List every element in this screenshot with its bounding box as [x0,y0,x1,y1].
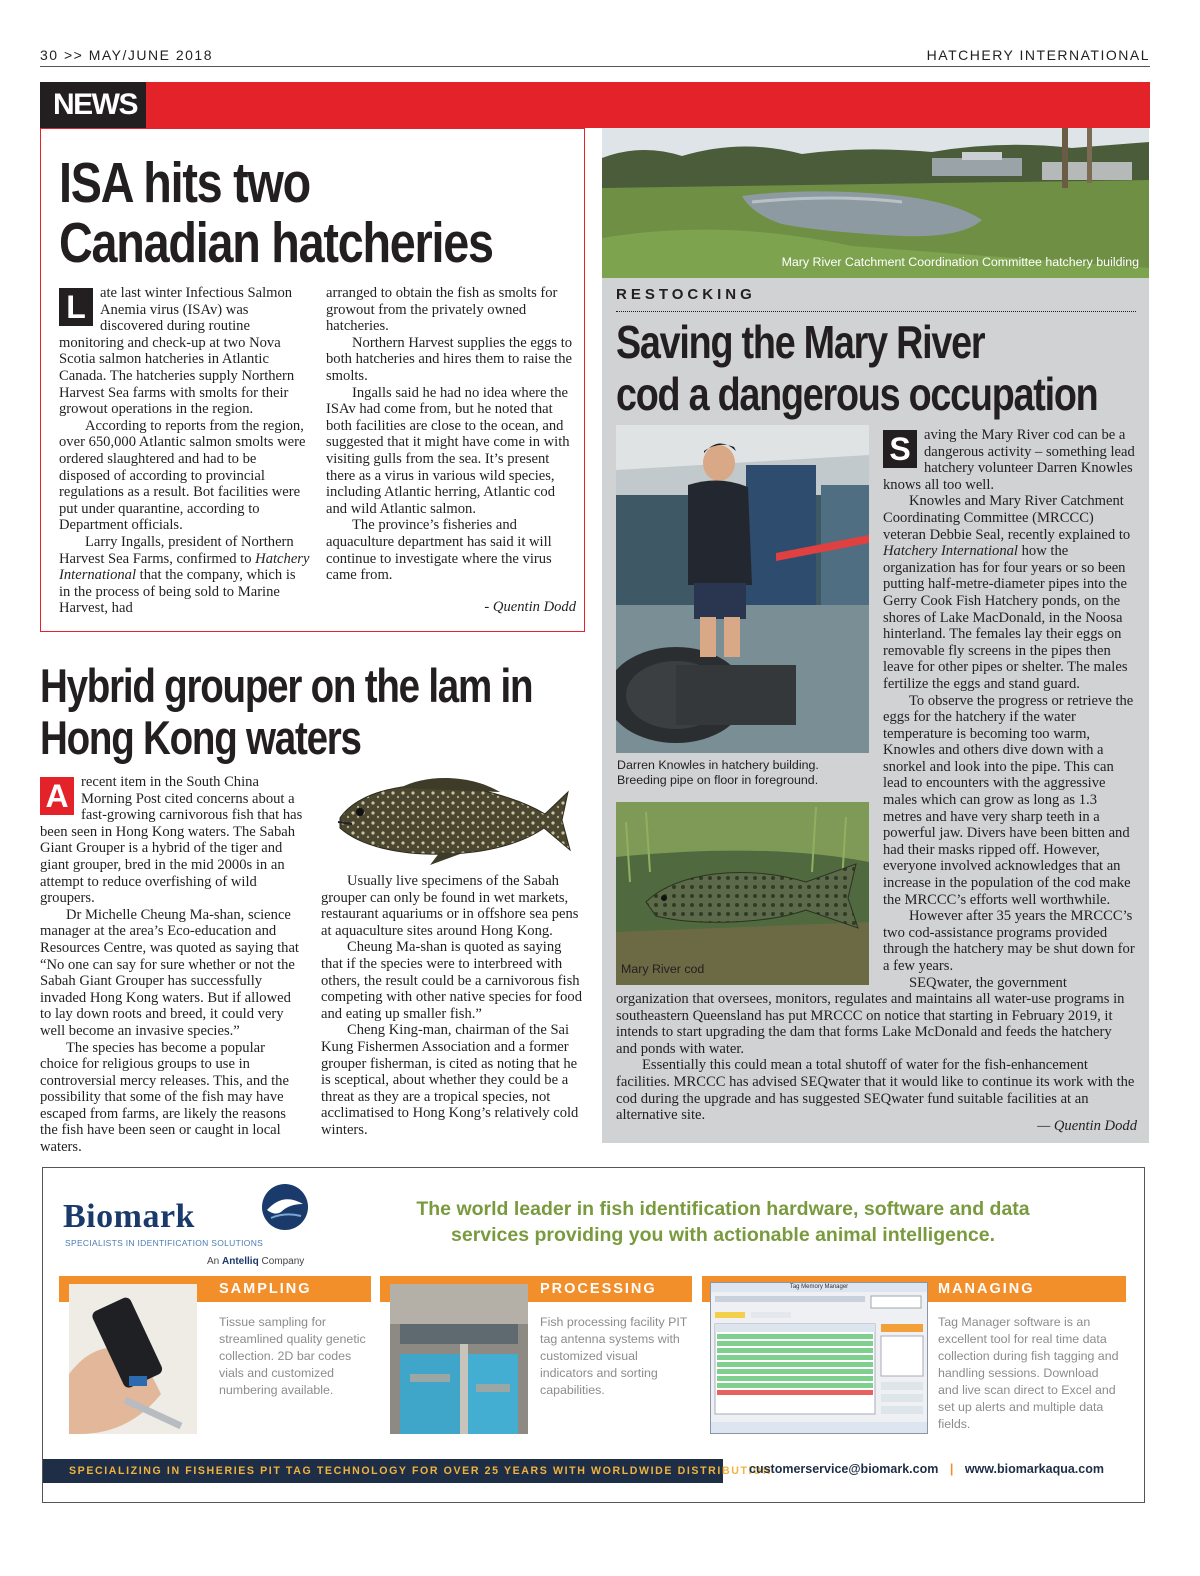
ad-headline-line2: services providing you with actionable animal intelligence. [451,1224,995,1246]
restocking-kicker [616,286,1136,312]
isa-column-2 [326,285,573,584]
grouper-paragraph-1: recent item in the South China Morning Post cited concerns about a fast-growing carnivorous fish that has been seen in Hong Kong waters. The Sabah Giant Grouper is a hybrid of the tiger and giant grouper, bred in the mid 2000s in an attempt to reduce overfishing of wild groupers. [40,774,303,907]
mary-byline: — Quentin Dodd [1037,1118,1137,1134]
grouper-headline-line1: Hybrid grouper on the lam in [40,659,533,712]
biomark-logo [63,1182,323,1272]
managing-text: Tag Manager software is an excellent tool for real time data collection during fish tagging and handling sessions. Download and live scan direct to Excel and set up alerts and multiple data fields. [938,1315,1119,1431]
isa-paragraph-6: Ingalls said he had no idea where the ISAv had come from, but he noted that both facilities are close to the ocean, and suggested that it might have come in with visiting gulls from the sea. It’s present there as a virus in various wild species, including Atlantic herring, Atlantic cod and wild Atlantic salmon. [326,384,570,517]
grouper-paragraph-5: Cheung Ma-shan is quoted as saying that if the species were to interbreed with others, the result could be a carnivorous fish competing with other native species for food and eating up smaller fish.” [321,939,582,1022]
sampling-image-front [69,1284,197,1434]
website-link[interactable]: www.biomarkaqua.com [964,1462,1104,1476]
isa-paragraph-4: arranged to obtain the fish as smolts for growout from the privately owned hatcheries. [326,285,558,335]
screen-title: Tag Memory Manager [789,1284,849,1290]
isa-paragraph-1: ate last winter Infectious Salmon Anemia virus (ISAv) was discovered during routine monitoring and check-up at two Nova Scotia salmon hatcheries in Atlantic Canada. The hatcheries supply Northern Harvest Sea farms with smolts for their growout operations in the region. [59,285,295,418]
isa-paragraph-5: Northern Harvest supplies the eggs to both hatcheries and hires them to raise the smolts. [326,334,573,384]
mary-headline-line1: Saving the Mary River [616,316,985,368]
restocking-kicker-text: RESTOCKING [616,286,756,303]
issue-label: 30 >> MAY/JUNE 2018 [40,47,213,63]
processing-image [390,1284,528,1434]
processing-box [380,1276,692,1436]
sampling-box [59,1276,371,1436]
mary-paragraph-1: aving the Mary River cod can be a dangerous activity – something lead hatchery volunteer Darren Knowles knows all too well. [883,427,1135,493]
antelliq-prefix: An [207,1256,223,1267]
mary-paragraph-4: However after 35 years the MRCCC’s two cod-assistance programs provided through the hatchery may be shut down for a few years. [883,908,1135,974]
isa-publication-ref: Hatchery International [59,550,310,584]
darren-caption-line1: Darren Knowles in hatchery building. [617,758,819,772]
darren-photo-caption [617,758,872,788]
grouper-paragraph [40,774,305,907]
mary-publication-ref: Hatchery International [883,543,1018,560]
grouper-headline [40,660,532,764]
sampling-text: Tissue sampling for streamlined quality genetic collection. 2D bar codes vials and customized numbering available. [219,1315,366,1397]
publication-name: HATCHERY INTERNATIONAL [926,47,1150,63]
biomark-tagline: SPECIALISTS IN IDENTIFICATION SOLUTIONS [65,1238,264,1248]
tag-manager-screenshot [710,1282,928,1434]
isa-paragraph-2: According to reports from the region, over 650,000 Atlantic salmon smolts were ordered slaughtered and had to be disposed of according to provincial regulations as a result. Bot facilities were put under quarantine, according to Department officials. [59,417,306,534]
mary-dropcap: S [883,430,917,468]
biomark-ad [42,1167,1145,1503]
mary-paragraph-6: Essentially this could mean a total shutoff of water for the fish-enhancement facilities. MRCCC has advised SEQwater that it would like to continue its work with the cod during the upgrade and has suggested SEQwater fund suitable facilities at an alternative site. [616,1057,1135,1124]
grouper-paragraph-4: Usually live specimens of the Sabah grouper can only be found in wet markets, restaurant aquariums or in offshore sea pens at aquaculture sites around Hong Kong. [321,873,579,939]
antelliq-suffix: Company [258,1256,305,1267]
fish-logo-icon [259,1182,311,1232]
ad-headline-line1: The world leader in fish identification hardware, software and data [416,1198,1030,1220]
sampling-title: SAMPLING [219,1281,312,1297]
ad-footer-bar [43,1459,773,1483]
darren-caption-line2: Breeding pipe on floor in foreground. [617,773,819,787]
hatchery-photo-caption: Mary River Catchment Coordination Committee hatchery building [781,255,1139,269]
isa-article [40,128,585,632]
mary-headline-line2: cod a dangerous occupation [616,368,1098,420]
mary-column-right [883,427,1139,991]
mary-paragraph-2a: Knowles and Mary River Catchment Coordinating Committee (MRCCC) veteran Debbie Seal, recently explained to [883,493,1131,543]
mary-river-cod-photo [616,802,869,985]
grouper-dropcap: A [40,777,74,815]
mary-paragraph-2b: how the organization has for four years or so been putting half-metre-diameter pipes into the Gerry Cook Fish Hatchery ponds, on the shores of Lake MacDonald, in the Noosa hinterland. The females lay their eggs on removable fly screens in the pipes then leave for other pipes or shelter. The males fertilize the eggs and stand guard. [883,543,1128,692]
isa-column-1 [59,285,310,617]
isa-paragraph-3a: Larry Ingalls, president of Northern Harvest Sea Farms, confirmed to [59,533,294,567]
mary-headline [616,316,1098,420]
managing-title: MANAGING [938,1281,1035,1297]
ad-footer-slogan: SPECIALIZING IN FISHERIES PIT TAG TECHNOLOGY FOR OVER 25 YEARS WITH WORLDWIDE DISTRIBUTION [69,1465,773,1477]
isa-headline-line2: Canadian hatcheries [59,211,493,275]
contact-email-link[interactable]: customerservice@biomark.com [749,1462,939,1476]
mary-column-bottom [616,991,1136,1124]
mary-paragraph-5-start: SEQwater, the government [909,974,1067,991]
mary-paragraph-5: organization that oversees, monitors, regulates and maintains all water-use programs in southeastern Queensland has put MRCCC on notice that starting in February 2019, it intends to start upgrading the dam that forms Lake McDonald and feeds the hatchery and ponds with water. [616,991,1125,1057]
contact-separator: | [949,1462,954,1476]
screen-titlebar [711,1283,927,1292]
mary-paragraph-2 [883,493,1139,692]
grouper-headline-line2: Hong Kong waters [40,711,361,764]
antelliq-company [207,1256,304,1267]
page-header [40,45,1150,67]
isa-paragraph [59,285,310,418]
grouper-paragraph-3: The species has become a popular choice for religious groups to use in controversial mercy releases. This, and the possibility that some of the fish may have escaped from farms, are likely the reasons the fish have been seen or caught in local waters. [40,1039,289,1156]
isa-headline-line1: ISA hits two [59,151,310,215]
news-label-text: NEWS [53,88,137,121]
ad-headline [333,1196,1113,1248]
news-bar [40,82,1150,128]
managing-box [702,1276,1126,1436]
isa-paragraph-3 [59,534,310,617]
mary-paragraph-3: To observe the progress or retrieve the eggs for the hatchery if the water temperature is becoming too warm, Knowles and others dive down with a snorkel and look into the pipe. This can lead to encounters with the aggressive males which can grow as long as 1.3 metres and have very sharp teeth in a powerful jaw. Divers have been bitten and had their masks ripped off. However, everyone involved acknowledges that an increase in the population of the cod make the MRCCC’s efforts well worthwhile. [883,692,1134,908]
isa-byline: - Quentin Dodd [484,599,576,615]
isa-paragraph-7: The province’s fisheries and aquaculture department has said it will continue to investigate where the virus came from. [326,517,552,584]
news-label [40,82,146,128]
mary-paragraph [883,427,1139,493]
processing-text: Fish processing facility PIT tag antenna systems with customized visual indicators and sorting capabilities. [540,1315,688,1397]
darren-knowles-photo [616,425,869,753]
processing-title: PROCESSING [540,1281,657,1297]
biomark-logo-text: Biomark [63,1198,195,1235]
antelliq-brand: Antelliq [222,1256,259,1267]
isa-headline [59,153,493,273]
grouper-paragraph-6: Cheng King-man, chairman of the Sai Kung Fishermen Association and a former grouper fisherman, is cited as noting that he is sceptical, about whether they could be a threat as they are a tropical species, not acclimatised to Hong Kong’s relatively cold winters. [321,1022,579,1138]
grouper-paragraph-2: Dr Michelle Cheung Ma-shan, science manager at the area’s Eco-education and Resources Centre, was quoted as saying that “No one can say for sure whether or not the Sabah Giant Grouper has successfully invaded Hong Kong waters. But if allowed to lay down roots and breed, it could very well become an invasive species.” [40,906,299,1039]
grouper-column-2 [321,873,586,1139]
grouper-column-1 [40,774,305,1156]
isa-paragraph-3b: that the company, which is in the process of being sold to Marine Harvest, had [59,567,296,617]
cod-photo-caption: Mary River cod [621,962,705,976]
hatchery-building-photo [602,128,1149,278]
isa-dropcap: L [59,288,93,326]
ad-contact [749,1462,1104,1476]
grouper-photo [330,770,575,865]
